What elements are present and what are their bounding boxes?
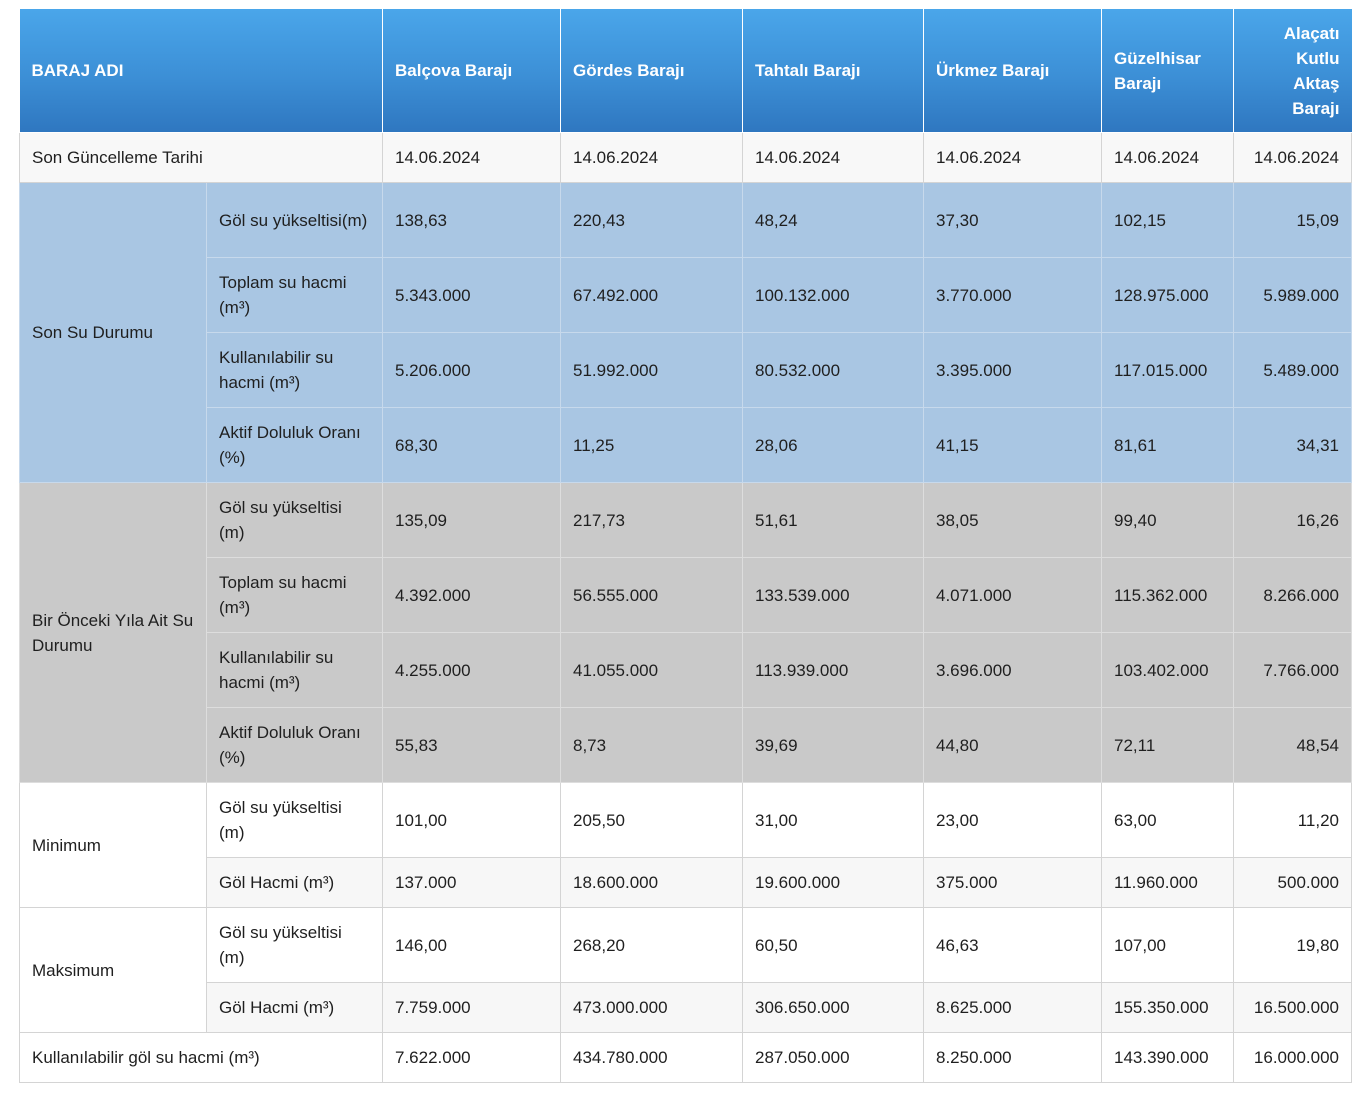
cell-value: 14.06.2024: [1234, 133, 1352, 183]
cell-value: 16.500.000: [1234, 983, 1352, 1033]
cell-value: 14.06.2024: [561, 133, 743, 183]
row-label: Toplam su hacmi (m³): [207, 258, 383, 333]
cell-value: 11,25: [561, 408, 743, 483]
cell-value: 4.255.000: [383, 633, 561, 708]
cell-value: 3.395.000: [924, 333, 1102, 408]
cell-value: 113.939.000: [743, 633, 924, 708]
cell-value: 68,30: [383, 408, 561, 483]
header-dam: Balçova Barajı: [383, 9, 561, 133]
cell-value: 107,00: [1102, 908, 1234, 983]
table-row: [20, 783, 1352, 858]
cell-value: 37,30: [924, 183, 1102, 258]
cell-value: 41.055.000: [561, 633, 743, 708]
cell-value: 128.975.000: [1102, 258, 1234, 333]
cell-value: 143.390.000: [1102, 1033, 1234, 1083]
cell-value: 16.000.000: [1234, 1033, 1352, 1083]
cell-value: 39,69: [743, 708, 924, 783]
header-dam: Tahtalı Barajı: [743, 9, 924, 133]
cell-value: 500.000: [1234, 858, 1352, 908]
cell-value: 18.600.000: [561, 858, 743, 908]
table-row: [20, 558, 1352, 633]
cell-value: 375.000: [924, 858, 1102, 908]
group-label-minimum: Minimum: [20, 783, 207, 908]
cell-value: 5.989.000: [1234, 258, 1352, 333]
cell-value: 5.489.000: [1234, 333, 1352, 408]
cell-value: 51,61: [743, 483, 924, 558]
row-label: Göl Hacmi (m³): [207, 983, 383, 1033]
cell-value: 146,00: [383, 908, 561, 983]
cell-value: 217,73: [561, 483, 743, 558]
cell-value: 8.625.000: [924, 983, 1102, 1033]
cell-value: 8,73: [561, 708, 743, 783]
group-label-current: Son Su Durumu: [20, 183, 207, 483]
usable-volume-row: [20, 1033, 1352, 1083]
cell-value: 48,24: [743, 183, 924, 258]
cell-value: 31,00: [743, 783, 924, 858]
cell-value: 46,63: [924, 908, 1102, 983]
row-label: Toplam su hacmi (m³): [207, 558, 383, 633]
cell-value: 19.600.000: [743, 858, 924, 908]
dam-status-table: [19, 9, 1352, 1083]
cell-value: 115.362.000: [1102, 558, 1234, 633]
cell-value: 4.071.000: [924, 558, 1102, 633]
table-row: [20, 483, 1352, 558]
table-row: [20, 983, 1352, 1033]
cell-value: 28,06: [743, 408, 924, 483]
cell-value: 81,61: [1102, 408, 1234, 483]
cell-value: 48,54: [1234, 708, 1352, 783]
cell-value: 138,63: [383, 183, 561, 258]
cell-value: 16,26: [1234, 483, 1352, 558]
cell-value: 473.000.000: [561, 983, 743, 1033]
row-label: Göl Hacmi (m³): [207, 858, 383, 908]
cell-value: 67.492.000: [561, 258, 743, 333]
cell-value: 38,05: [924, 483, 1102, 558]
cell-value: 19,80: [1234, 908, 1352, 983]
cell-value: 5.343.000: [383, 258, 561, 333]
cell-value: 268,20: [561, 908, 743, 983]
row-label: Göl su yükseltisi (m): [207, 783, 383, 858]
cell-value: 63,00: [1102, 783, 1234, 858]
cell-value: 102,15: [1102, 183, 1234, 258]
group-label-maximum: Maksimum: [20, 908, 207, 1033]
cell-value: 11.960.000: [1102, 858, 1234, 908]
row-label: Aktif Doluluk Oranı (%): [207, 408, 383, 483]
cell-value: 41,15: [924, 408, 1102, 483]
row-label: Aktif Doluluk Oranı (%): [207, 708, 383, 783]
cell-value: 117.015.000: [1102, 333, 1234, 408]
cell-value: 103.402.000: [1102, 633, 1234, 708]
cell-value: 44,80: [924, 708, 1102, 783]
row-label: Göl su yükseltisi (m): [207, 908, 383, 983]
cell-value: 306.650.000: [743, 983, 924, 1033]
cell-value: 14.06.2024: [924, 133, 1102, 183]
last-update-row: [20, 133, 1352, 183]
header-dam-name: BARAJ ADI: [20, 9, 383, 133]
cell-value: 3.770.000: [924, 258, 1102, 333]
row-label: Kullanılabilir su hacmi (m³): [207, 633, 383, 708]
cell-value: 133.539.000: [743, 558, 924, 633]
table-row: [20, 258, 1352, 333]
cell-value: 135,09: [383, 483, 561, 558]
cell-value: 220,43: [561, 183, 743, 258]
cell-value: 8.266.000: [1234, 558, 1352, 633]
table-row: [20, 183, 1352, 258]
header-dam: Gördes Barajı: [561, 9, 743, 133]
cell-value: 101,00: [383, 783, 561, 858]
table-row: [20, 858, 1352, 908]
dam-table-container: [19, 9, 1351, 1083]
cell-value: 11,20: [1234, 783, 1352, 858]
table-row: [20, 708, 1352, 783]
header-row: [20, 9, 1352, 133]
header-dam: Alaçatı Kutlu Aktaş Barajı: [1234, 9, 1352, 133]
group-label-previous: Bir Önceki Yıla Ait Su Durumu: [20, 483, 207, 783]
cell-value: 5.206.000: [383, 333, 561, 408]
cell-value: 80.532.000: [743, 333, 924, 408]
cell-value: 137.000: [383, 858, 561, 908]
cell-value: 434.780.000: [561, 1033, 743, 1083]
cell-value: 287.050.000: [743, 1033, 924, 1083]
row-label: Kullanılabilir su hacmi (m³): [207, 333, 383, 408]
row-label: Son Güncelleme Tarihi: [20, 133, 383, 183]
header-dam: Ürkmez Barajı: [924, 9, 1102, 133]
table-row: [20, 908, 1352, 983]
row-label: Göl su yükseltisi(m): [207, 183, 383, 258]
cell-value: 7.759.000: [383, 983, 561, 1033]
cell-value: 8.250.000: [924, 1033, 1102, 1083]
row-label: Kullanılabilir göl su hacmi (m³): [20, 1033, 383, 1083]
cell-value: 205,50: [561, 783, 743, 858]
cell-value: 100.132.000: [743, 258, 924, 333]
cell-value: 14.06.2024: [1102, 133, 1234, 183]
cell-value: 56.555.000: [561, 558, 743, 633]
table-row: [20, 333, 1352, 408]
cell-value: 7.766.000: [1234, 633, 1352, 708]
cell-value: 7.622.000: [383, 1033, 561, 1083]
cell-value: 155.350.000: [1102, 983, 1234, 1033]
table-row: [20, 408, 1352, 483]
table-row: [20, 633, 1352, 708]
cell-value: 55,83: [383, 708, 561, 783]
cell-value: 15,09: [1234, 183, 1352, 258]
cell-value: 51.992.000: [561, 333, 743, 408]
cell-value: 72,11: [1102, 708, 1234, 783]
cell-value: 60,50: [743, 908, 924, 983]
cell-value: 23,00: [924, 783, 1102, 858]
header-dam: Güzelhisar Barajı: [1102, 9, 1234, 133]
cell-value: 99,40: [1102, 483, 1234, 558]
cell-value: 14.06.2024: [743, 133, 924, 183]
cell-value: 3.696.000: [924, 633, 1102, 708]
cell-value: 34,31: [1234, 408, 1352, 483]
cell-value: 4.392.000: [383, 558, 561, 633]
cell-value: 14.06.2024: [383, 133, 561, 183]
row-label: Göl su yükseltisi (m): [207, 483, 383, 558]
